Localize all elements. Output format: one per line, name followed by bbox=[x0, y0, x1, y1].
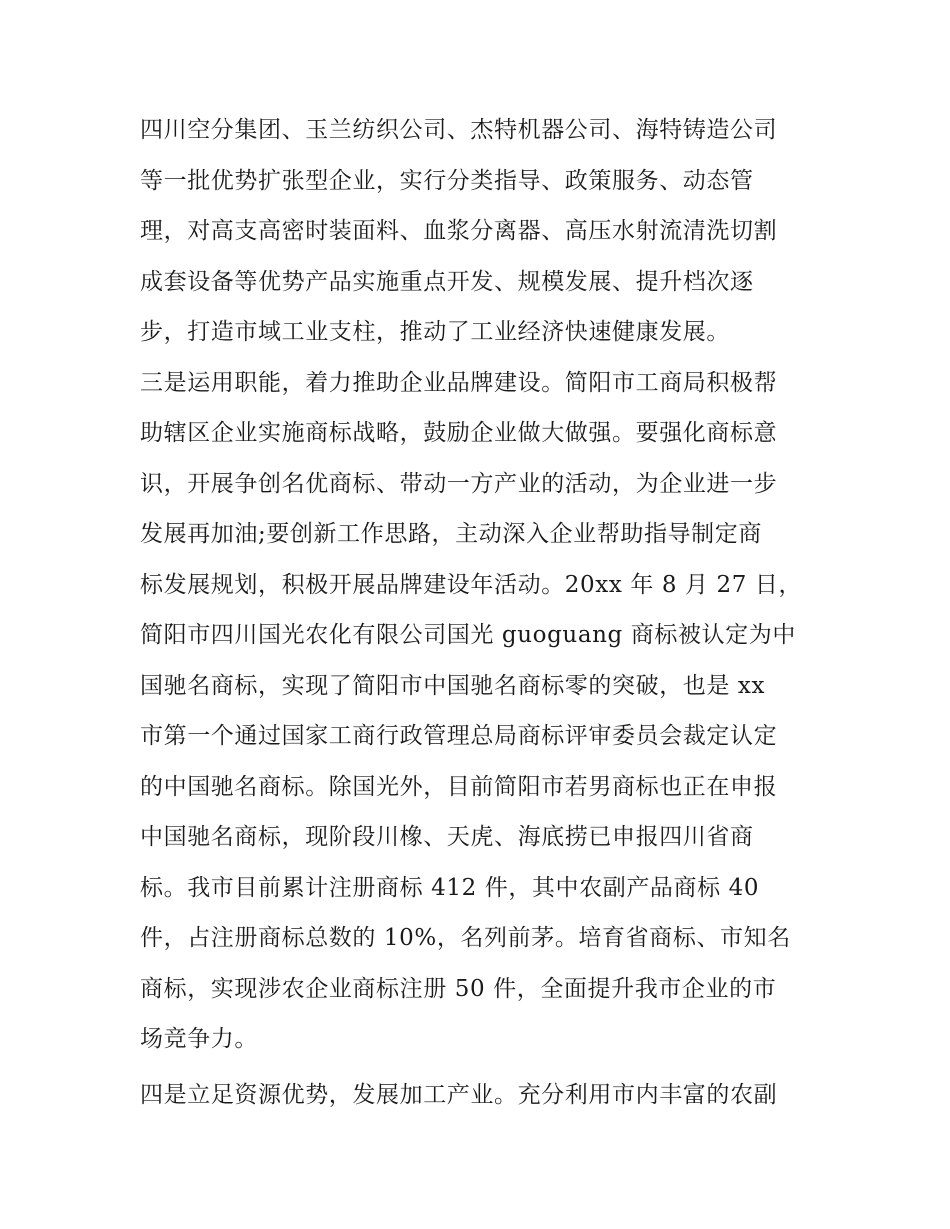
text-line: 市第一个通过国家工商行政管理总局商标评审委员会裁定认定 bbox=[140, 723, 778, 749]
text-line: 四川空分集团、玉兰纺织公司、杰特机器公司、海特铸造公司 bbox=[140, 117, 778, 143]
text-line: 识，开展争创名优商标、带动一方产业的活动，为企业进一步 bbox=[140, 471, 778, 497]
text-line: 场竞争力。 bbox=[140, 1026, 258, 1052]
text-line: 成套设备等优势产品实施重点开发、规模发展、提升档次逐 bbox=[140, 269, 754, 295]
text-line: 商标，实现涉农企业商标注册 50 件，全面提升我市企业的市 bbox=[140, 976, 777, 1002]
text-line: 中国驰名商标，现阶段川橡、天虎、海底捞已申报四川省商 bbox=[140, 824, 754, 850]
text-line: 助辖区企业实施商标战略，鼓励企业做大做强。要强化商标意 bbox=[140, 420, 778, 446]
text-line: 件，占注册商标总数的 10%，名列前茅。培育省商标、市知名 bbox=[140, 925, 791, 951]
paragraph-start-line: 三是运用职能，着力推助企业品牌建设。简阳市工商局积极帮 bbox=[140, 370, 778, 396]
text-line: 理，对高支高密时装面料、血浆分离器、高压水射流清洗切割 bbox=[140, 218, 778, 244]
text-line: 等一批优势扩张型企业，实行分类指导、政策服务、动态管 bbox=[140, 168, 754, 194]
text-line: 步，打造市域工业支柱，推动了工业经济快速健康发展。 bbox=[140, 319, 730, 345]
text-line: 标。我市目前累计注册商标 412 件，其中农副产品商标 40 bbox=[140, 875, 760, 901]
text-line: 的中国驰名商标。除国光外，目前简阳市若男商标也正在申报 bbox=[140, 774, 778, 800]
text-line: 标发展规划，积极开展品牌建设年活动。20xx 年 8 月 27 日， bbox=[140, 572, 803, 598]
text-line: 发展再加油;要创新工作思路，主动深入企业帮助指导制定商 bbox=[140, 521, 762, 547]
text-line: 简阳市四川国光农化有限公司国光 guoguang 商标被认定为中 bbox=[140, 622, 796, 648]
paragraph-start-line: 四是立足资源优势，发展加工产业。充分利用市内丰富的农副 bbox=[140, 1082, 778, 1108]
text-line: 国驰名商标，实现了简阳市中国驰名商标零的突破，也是 xx bbox=[140, 673, 766, 699]
